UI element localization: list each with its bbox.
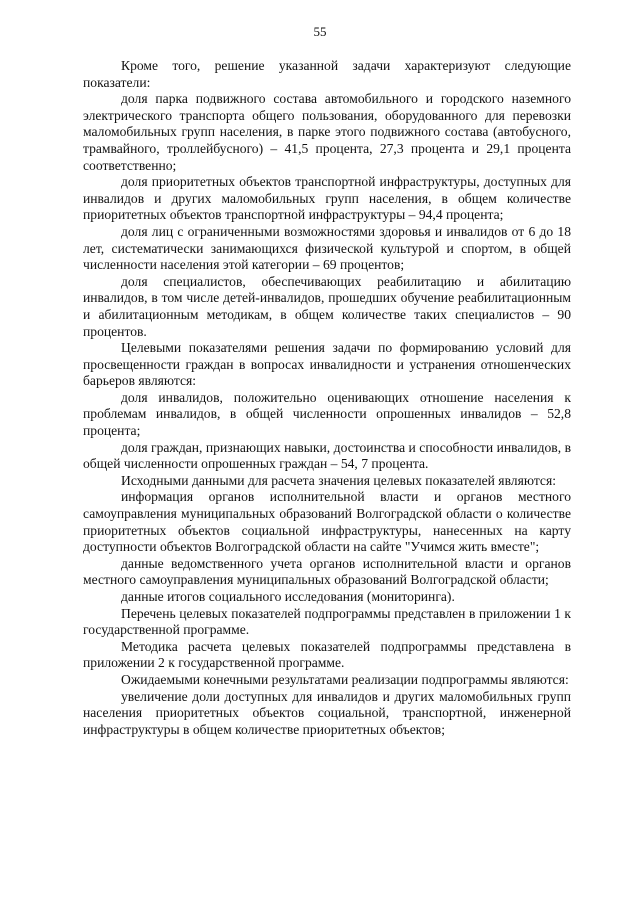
paragraph: доля приоритетных объектов транспортной инфраструктуры, доступных для инвалидов и других маломобильных групп населения, в общем количестве приоритетных объектов транспортной инфраструктуры – 94,4 процента;	[83, 174, 571, 223]
paragraph: доля специалистов, обеспечивающих реабилитацию и абилитацию инвалидов, в том числе детей-инвалидов, прошедших обучение реабилитационным и абилитационным методикам, в общем количестве таких специалистов – 90 процентов.	[83, 273, 571, 339]
paragraph: Ожидаемыми конечными результатами реализации подпрограммы являются:	[121, 671, 569, 687]
paragraph: доля парка подвижного состава автомобильного и городского наземного электрического транспорта общего пользования, оборудованного для перевозки маломобильных групп населения, в парке этого подвижного состава (автобусного, трамвайного, троллейбусного) – 41,5 процента, 27,3 процента и 29,1 процента соответственно;	[83, 91, 571, 173]
paragraph: доля инвалидов, положительно оценивающих отношение населения к проблемам инвалидов, в общей численности опрошенных инвалидов – 52,8 процента;	[83, 389, 571, 439]
paragraph: данные итогов социального исследования (мониторинга).	[121, 589, 455, 604]
document-body	[83, 58, 571, 738]
paragraph: Методика расчета целевых показателей подпрограммы представлена в приложении 2 к государственной программе.	[83, 638, 571, 671]
paragraph: данные ведомственного учета органов исполнительной власти и органов местного самоуправления муниципальных образований Волгоградской области;	[83, 555, 571, 588]
page-number: 55	[313, 24, 327, 39]
paragraph: Кроме того, решение указанной задачи характеризуют следующие показатели:	[83, 58, 571, 90]
paragraph: Целевыми показателями решения задачи по формированию условий для просвещенности граждан в вопросах инвалидности и устранения отношенческих барьеров являются:	[83, 340, 571, 389]
paragraph: Перечень целевых показателей подпрограммы представлен в приложении 1 к государственной программе.	[83, 605, 571, 638]
paragraph: доля лиц с ограниченными возможностями здоровья и инвалидов от 6 до 18 лет, систематически занимающихся физической культурой и спортом, в общей численности населения этой категории – 69 процентов;	[83, 223, 571, 273]
paragraph: доля граждан, признающих навыки, достоинства и способности инвалидов, в общей численности опрошенных граждан – 54, 7 процента.	[83, 439, 571, 472]
paragraph: увеличение доли доступных для инвалидов и других маломобильных групп населения приоритетных объектов социальной, транспортной, инженерной инфраструктуры в общем количестве приоритетных объектов;	[83, 688, 571, 737]
paragraph: информация органов исполнительной власти и органов местного самоуправления муниципальных образований Волгоградской области о количестве приоритетных объектов социальной инфраструктуры, нанесенных на карту доступности объектов Волгоградской области на сайте "Учимся жить вместе";	[83, 489, 571, 555]
paragraph: Исходными данными для расчета значения целевых показателей являются:	[121, 472, 556, 488]
